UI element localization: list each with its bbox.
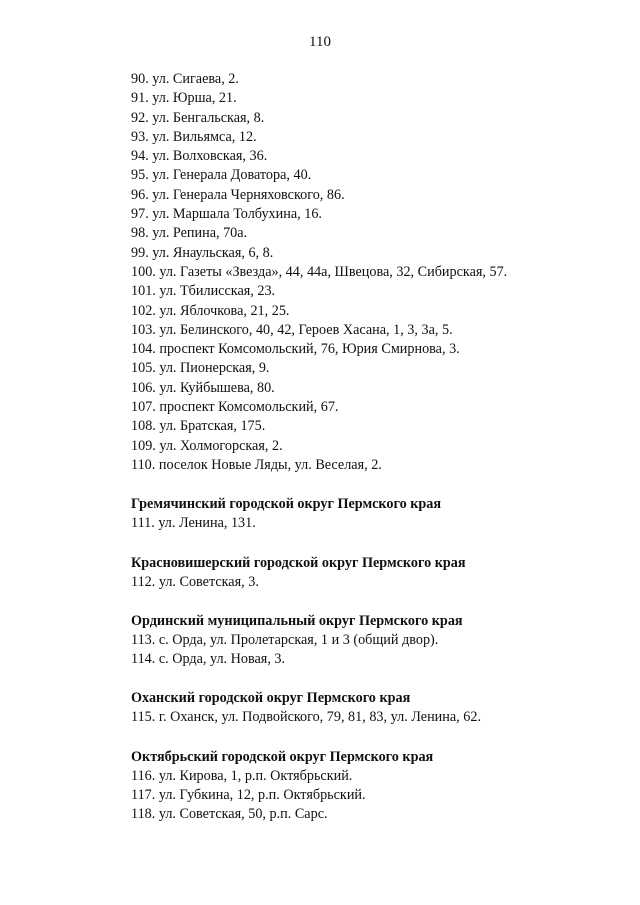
list-item: 91. ул. Юрша, 21. [131,90,237,107]
list-item: 97. ул. Маршала Толбухина, 16. [131,206,322,223]
list-item: 90. ул. Сигаева, 2. [131,71,239,87]
list-item: 108. ул. Братская, 175. [131,418,266,435]
address-list [131,70,611,475]
list-item: 96. ул. Генерала Черняховского, 86. [131,186,345,203]
list-item: 103. ул. Белинского, 40, 42, Героев Хасана, 1, 3, 3а, 5. [131,321,453,338]
district-section [131,688,611,727]
list-item: 102. ул. Яблочкова, 21, 25. [131,302,290,319]
list-item: 100. ул. Газеты «Звезда», 44, 44а, Швецова, 32, Сибирская, 57. [131,263,508,280]
list-item: 111. ул. Ленина, 131. [131,515,256,532]
district-section [131,494,611,533]
list-item: 106. ул. Куйбышева, 80. [131,379,275,396]
list-item: 105. ул. Пионерская, 9. [131,360,270,377]
list-item: 98. ул. Репина, 70а. [131,225,248,242]
list-item: 118. ул. Советская, 50, р.п. Сарс. [131,806,328,823]
page-number: 110 [309,34,331,50]
list-item: 93. ул. Вильямса, 12. [131,128,257,145]
section-heading: Октябрьский городской округ Пермского края [131,748,434,765]
document-body [131,70,611,825]
section-heading: Красновишерский городской округ Пермского края [131,554,466,571]
list-item: 113. с. Орда, ул. Пролетарская, 1 и 3 (общий двор). [131,631,439,648]
district-section [131,747,611,825]
section-heading: Оханский городской округ Пермского края [131,690,411,707]
list-item: 109. ул. Холмогорская, 2. [131,437,283,454]
list-item: 116. ул. Кирова, 1, р.п. Октябрьский. [131,767,353,784]
list-item: 110. поселок Новые Ляды, ул. Веселая, 2. [131,456,382,473]
list-item: 92. ул. Бенгальская, 8. [131,109,265,126]
list-item: 115. г. Оханск, ул. Подвойского, 79, 81, 83, ул. Ленина, 62. [131,709,481,726]
list-item: 99. ул. Янаульская, 6, 8. [131,244,274,261]
list-item: 104. проспект Комсомольский, 76, Юрия Смирнова, 3. [131,341,460,358]
section-heading: Ординский муниципальный округ Пермского края [131,612,463,629]
list-item: 94. ул. Волховская, 36. [131,148,268,165]
list-item: 101. ул. Тбилисская, 23. [131,283,276,300]
district-section [131,611,611,670]
list-item: 112. ул. Советская, 3. [131,573,259,590]
list-item: 95. ул. Генерала Доватора, 40. [131,167,312,184]
district-section [131,553,611,592]
list-item: 117. ул. Губкина, 12, р.п. Октябрьский. [131,787,366,804]
list-item: 114. с. Орда, ул. Новая, 3. [131,651,286,668]
list-item: 107. проспект Комсомольский, 67. [131,399,339,416]
section-heading: Гремячинский городской округ Пермского края [131,496,442,513]
